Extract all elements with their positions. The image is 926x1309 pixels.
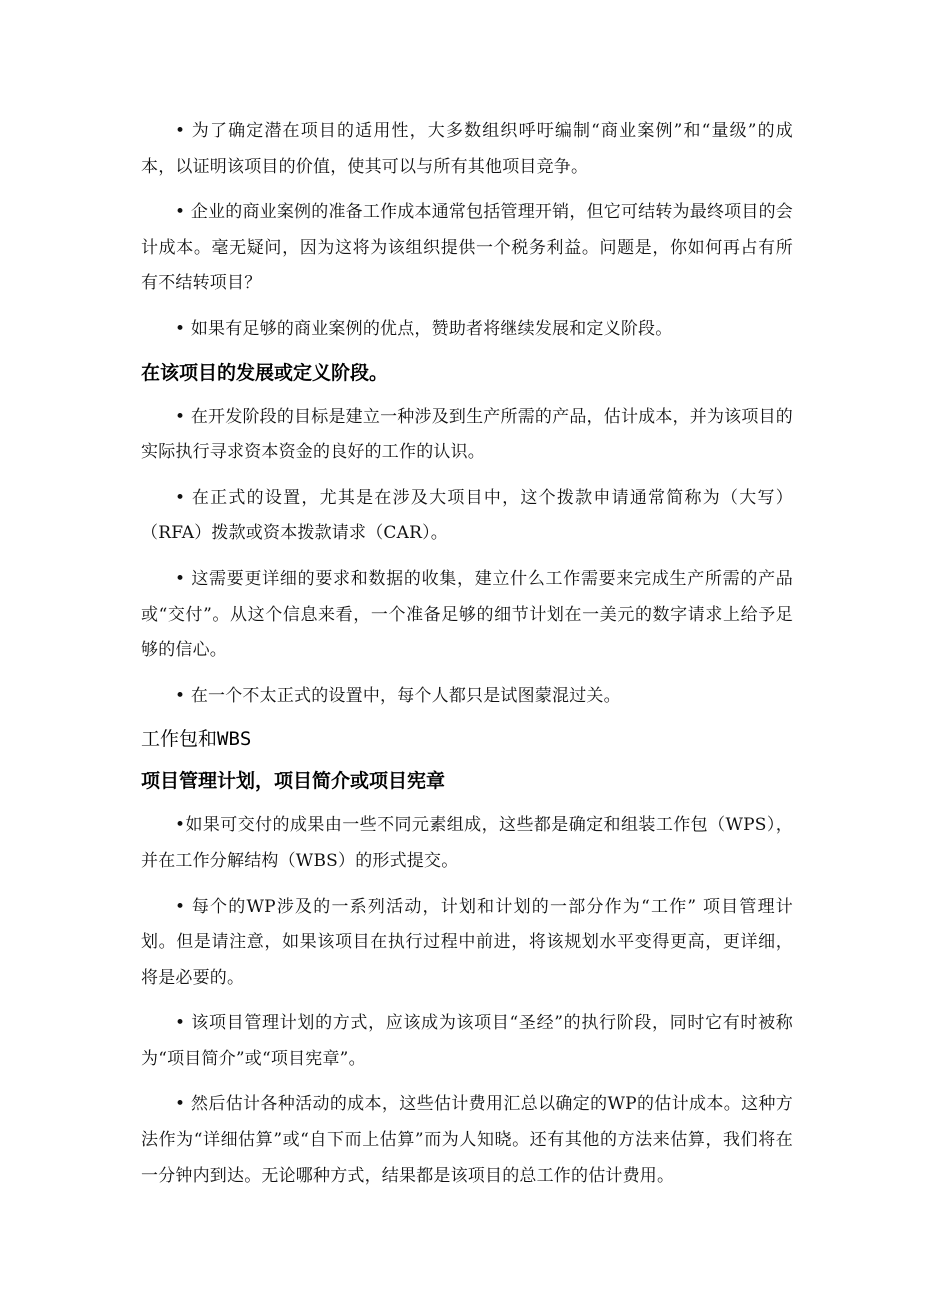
heading-work-packages-wbs: 工作包和WBS xyxy=(141,728,252,751)
paragraph-cost-estimate: • 然后估计各种活动的成本，这些估计费用汇总以确定的WP的估计成本。这种方法作为“详细估算”或“自下而上估算”而为人知晓。还有其他的方法来估算，我们将在一分钟内到达。无论哪种方式，结果都是该项目的总工作的估计费用。 xyxy=(141,1094,793,1186)
paragraph-preparation-cost: • 企业的商业案例的准备工作成本通常包括管理开销，但它可结转为最终项目的会计成本。毫无疑问，因为这将为该组织提供一个税务利益。问题是，你如何再占有所有不结转项目？ xyxy=(141,202,793,294)
document-page xyxy=(141,114,793,1204)
paragraph-sponsor-decision: • 如果有足够的商业案例的优点，赞助者将继续发展和定义阶段。 xyxy=(175,318,673,339)
heading-development-phase: 在该项目的发展或定义阶段。 xyxy=(141,361,389,384)
paragraph-informal-setting: • 在一个不太正式的设置中，每个人都只是试图蒙混过关。 xyxy=(175,685,621,706)
heading-project-management-plan: 项目管理计划，项目简介或项目宪章 xyxy=(141,770,446,793)
paragraph-wp-activities: • 每个的WP涉及的一系列活动，计划和计划的一部分作为“工作” 项目管理计划。但是请注意，如果该项目在执行过程中前进，将该规划水平变得更高，更详细，将是必要的。 xyxy=(141,896,793,988)
paragraph-deliverables: •如果可交付的成果由一些不同元素组成，这些都是确定和组装工作包（WPS），并在工作分解结构（WBS）的形式提交。 xyxy=(141,815,793,871)
paragraph-detailed-requirements: • 这需要更详细的要求和数据的收集，建立什么工作需要来完成生产所需的产品或“交付”。从这个信息来看，一个准备足够的细节计划在一美元的数字请求上给予足够的信心。 xyxy=(141,568,793,661)
paragraph-formal-setting: • 在正式的设置，尤其是在涉及大项目中，这个拨款申请通常简称为（大写）（RFA）拨款或资本拨款请求（CAR）。 xyxy=(141,487,793,544)
paragraph-development-goal: • 在开发阶段的目标是建立一种涉及到生产所需的产品，估计成本，并为该项目的实际执行寻求资本资金的良好的工作的认识。 xyxy=(141,406,793,463)
paragraph-business-case: • 为了确定潜在项目的适用性，大多数组织呼吁编制“商业案例”和“量级”的成本，以证明该项目的价值，使其可以与所有其他项目竞争。 xyxy=(141,121,793,177)
paragraph-plan-bible: • 该项目管理计划的方式，应该成为该项目“圣经”的执行阶段，同时它有时被称为“项目简介”或“项目宪章”。 xyxy=(141,1013,793,1069)
